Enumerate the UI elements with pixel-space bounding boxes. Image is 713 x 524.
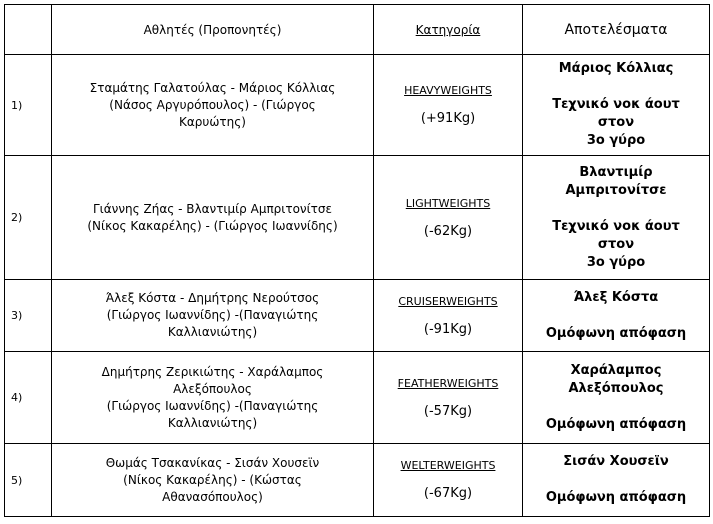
athletes-line: (Γιώργος Ιωαννίδης) -(Παναγιώτης [106,308,319,322]
header-number-cell [5,5,52,55]
category-cell [374,352,523,444]
category-weight: (-57Kg) [423,403,473,419]
result-method: Ομόφωνη απόφαση [545,490,687,505]
category-cell [374,444,523,517]
winner-name: Σισάν Χουσεϊν [563,454,669,469]
athletes-line: Γιάννης Ζήας - Βλαντιμίρ Αμπριτονίτσε [92,201,332,216]
result-method: 3ο γύρο [586,133,646,148]
category-name: CRUISERWEIGHTS [398,294,498,308]
table-row [5,280,710,352]
winner-name: Αλεξόπουλος [568,380,664,396]
winner-name: Άλεξ Κόστα [573,289,659,305]
athletes-line: (Νίκος Κακαρέλης) - (Κώστας [123,472,302,487]
result-method: 3ο γύρο [586,254,646,270]
athletes-cell [52,156,374,280]
category-name: WELTERWEIGHTS [400,459,496,472]
category-name: LIGHTWEIGHTS [405,196,491,210]
winner-name: Χαράλαμπος [570,362,662,378]
result-method: Ομόφωνη απόφαση [545,325,687,341]
header-category: Κατηγορία [374,5,523,55]
athletes-line: Καρυώτης) [179,114,246,129]
athletes-cell [52,352,374,444]
athletes-line: (Νάσος Αργυρόπουλος) - (Γιώργος [109,97,316,112]
category-weight: (-62Kg) [423,223,473,239]
athletes-cell [52,55,374,156]
row-number: 5) [5,444,52,517]
row-number: 1) [5,55,52,156]
category-cell [374,156,523,280]
athletes-line: Καλλιανιώτης) [167,415,258,430]
category-name: HEAVYWEIGHTS [404,84,492,97]
category-weight: (-67Kg) [423,486,473,501]
result-cell [523,352,710,444]
athletes-cell [52,444,374,517]
result-cell [523,444,710,517]
athletes-line: (Νίκος Κακαρέλης) - (Γιώργος Ιωαννίδης) [87,218,338,233]
header-row [5,5,710,55]
row-number: 4) [5,352,52,444]
result-cell [523,156,710,280]
table-row [5,55,710,156]
athletes-line: Δημήτρης Ζερικιώτης - Χαράλαμπος [101,364,324,379]
result-method: στον [597,115,635,130]
result-method: Ομόφωνη απόφαση [545,416,687,432]
result-method: στον [597,236,635,252]
athletes-line: Αλεξόπουλος [173,381,252,396]
results-table [4,4,710,517]
winner-name: Βλαντιμίρ [579,164,653,180]
result-method: Τεχνικό νοκ άουτ [552,218,680,234]
winner-name: Αμπριτονίτσε [565,182,667,198]
category-cell [374,280,523,352]
athletes-line: Καλλιανιώτης) [167,325,258,339]
row-number: 2) [5,156,52,280]
table-row [5,444,710,517]
result-method: Τεχνικό νοκ άουτ [552,97,680,112]
category-name: FEATHERWEIGHTS [397,376,499,390]
athletes-line: Θωμάς Τσακανίκας - Σισάν Χουσεϊν [105,455,320,470]
category-weight: (-91Kg) [423,321,473,337]
category-weight: (+91Kg) [420,111,476,126]
athletes-line: Άλεξ Κόστα - Δημήτρης Νερούτσος [105,291,320,305]
category-cell [374,55,523,156]
result-cell [523,55,710,156]
table-row [5,156,710,280]
athletes-cell [52,280,374,352]
result-cell [523,280,710,352]
row-number: 3) [5,280,52,352]
athletes-line: (Γιώργος Ιωαννίδης) -(Παναγιώτης [106,398,319,413]
athletes-line: Αθανασόπουλος) [162,489,263,504]
header-results: Αποτελέσματα [523,5,710,55]
winner-name: Μάριος Κόλλιας [558,61,674,76]
table-row [5,352,710,444]
athletes-line: Σταμάτης Γαλατούλας - Μάριος Κόλλιας [89,80,336,95]
header-athletes: Αθλητές (Προπονητές) [52,5,374,55]
